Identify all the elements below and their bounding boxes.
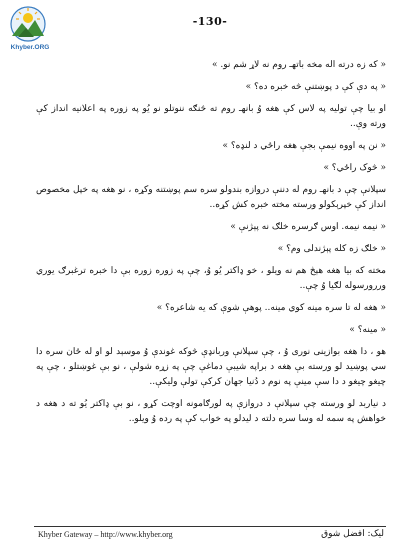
paragraph: هو ، دا هغه بوازینی نوری وُ ، چې سپلانې وربانډې څوکه غوندې وُ موسېد لو او له ځان سره دا سي پوښید لو ورسته بې هغه د براپه شیبې دماغې چې په زړه شولې ، نو بې غوښتلو ، چې په چیغو چیغو د دا سې مینې په نوم د دُنیا جهان کرکې تولې ولیکې.. <box>36 347 386 387</box>
logo-caption: Khyber.ORG <box>10 44 50 51</box>
paragraph: د نیاربد لو ورسته چې سپلانې د دروازې په لورګامونه اوچت کړو ، نو بې ډاکتر یُو ته د هغه د خواهش په سمه له وسا سره دلته د لیدلو په خواب کې په رده وُ ویلو.. <box>36 399 386 424</box>
paragraph: « هغه له تا سره مینه کوي مینه.. پوهې شوې که یه شاعره؟ » <box>156 303 386 313</box>
paragraph: « مینه؟ » <box>349 325 386 335</box>
footer-site-link[interactable]: Khyber Gateway – http://www.khyber.org <box>38 530 173 539</box>
paragraph: « نن په اووه نیمې بجې هغه راځي د لنډه؟ » <box>222 141 386 151</box>
page-number: -130- <box>192 15 228 28</box>
page-body <box>36 58 386 434</box>
paragraph: « نیمه نیمه. اوس ګرسره خلګ نه پېژنې » <box>230 222 386 232</box>
paragraph: سپلانې چې د بانهـ روم له دننې دروازه بندولو سره سم پوښتنه وکړه ، نو هغه په خپل مخصوص انداز کې خپرېکولو ورسته مخته خبره کش کړه.. <box>36 185 387 210</box>
paragraph: « څوک راځي؟ » <box>323 163 386 173</box>
paragraph: او بیا چې تولیه په لاس کې هغه وُ بانهـ روم ته څنګه ننوتلو نو یُو په زوره په اعلانیه انداز کې ورته وې.. <box>36 104 386 129</box>
paragraph: « په دې کې د پوښتنې څه خبره ده؟ » <box>245 82 386 92</box>
paragraph: مخته که بیا هغه هېڅ هم نه ویلو ، خو ډاکتر یُو وُ، چې په زوره زوره بې دا خبره ترغبرګ یوري وررورسوله لګیا وُ چې.. <box>36 266 386 291</box>
footer-author: لیک: افضل شوق <box>321 529 384 539</box>
paragraph: « که زه درته اله مخه باتهـ روم نه لاړ شم نو. » <box>211 60 386 70</box>
paragraph: « خلګ زه کله پېژندلی وم؟ » <box>277 244 386 254</box>
footer-divider <box>34 526 386 527</box>
